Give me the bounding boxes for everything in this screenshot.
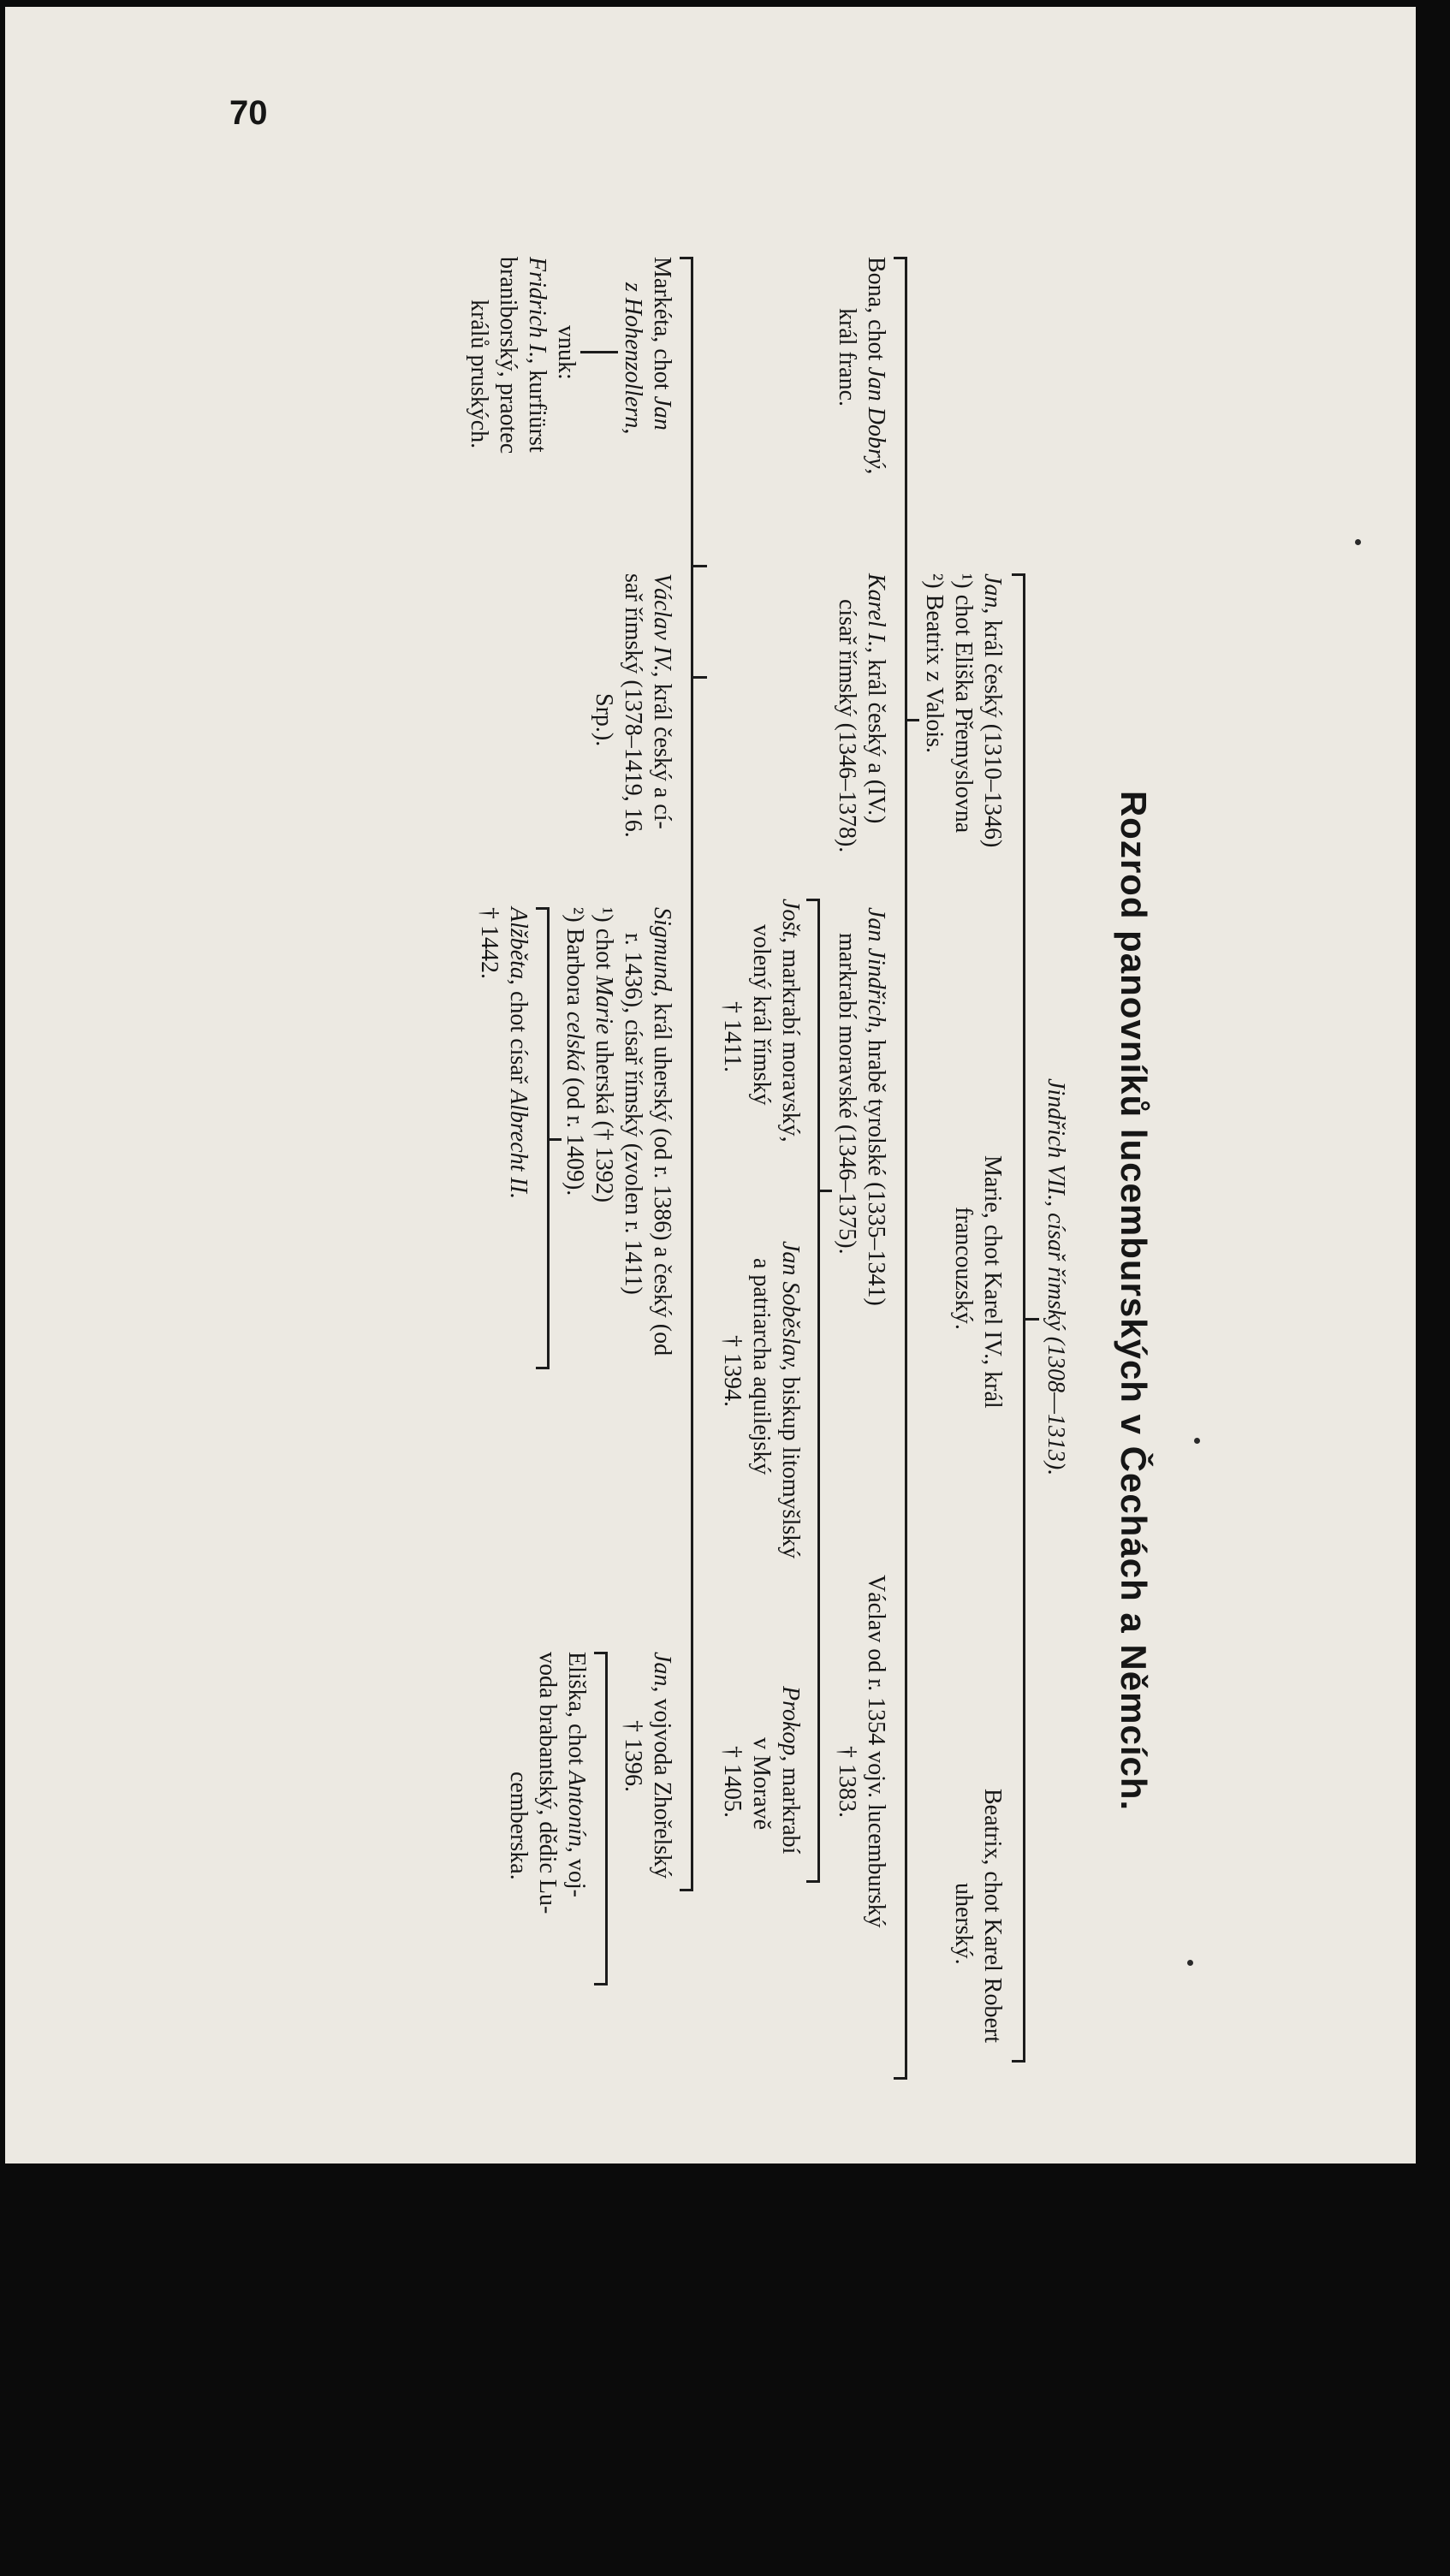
person-prokop: Prokop, markrabí	[777, 1686, 804, 1855]
person-vaclav-lucembursky: Václav od r. 1354 vojv. lucemburský	[863, 1575, 889, 1928]
bracket-gen2-stem	[907, 719, 919, 721]
person-sigmund: Sigmund, král uherský (od r. 1386) a český (od	[649, 907, 675, 1356]
bracket-gen2	[905, 257, 907, 2080]
root-person: Jindřich VII., císař římský (1308—1313).	[1043, 1078, 1069, 1476]
person-jan-zhorelsky-line2: † 1396.	[620, 1720, 646, 1792]
page-number: 70	[229, 94, 268, 132]
bracket-gen1-tick-left	[1012, 573, 1025, 576]
person-jan-jindrich: Jan Jindřich, hrabě tyrolské (1335–1341)	[863, 907, 889, 1306]
person-jan-sobeslav: Jan Soběslav, biskup litomyšlský	[777, 1241, 804, 1559]
scan-speck	[1187, 1960, 1193, 1966]
person-marie: Marie, chot Karel IV., král	[979, 1155, 1006, 1409]
person-vaclav-lucembursky-line2: † 1383.	[834, 1746, 860, 1818]
person-beatrix: Beatrix, chot Karel Robert	[979, 1789, 1006, 2044]
person-bona-line2: král franc.	[834, 308, 860, 407]
person-jan-sobeslav-line3: † 1394.	[719, 1335, 746, 1407]
bracket-karel-stem	[693, 676, 707, 679]
bracket-gen2-tick-right	[894, 2077, 907, 2080]
bracket-jan-jindrich-stem	[820, 1190, 832, 1192]
person-marketa-line2: z Hohenzollern,	[620, 282, 646, 435]
person-jost-line2: volený král římský	[748, 924, 775, 1106]
person-marketa: Markéta, chot Jan	[649, 257, 675, 430]
person-fridrich-line2: braniborský, praotec	[495, 257, 521, 454]
bracket-jan-zhorelsky-tick-left	[594, 1652, 608, 1654]
bracket-jan-zhorelsky-children	[605, 1652, 608, 1985]
genealogy-table	[0, 257, 1156, 2576]
descent-line-marketa	[580, 351, 618, 353]
person-karel-iv-line2: císař římský (1346–1378).	[834, 599, 860, 853]
bracket-gen1-tick-right	[1012, 2060, 1025, 2063]
scan-speck	[1355, 539, 1361, 545]
bracket-sigmund-tick-left	[536, 907, 550, 910]
person-sigmund-line2: r. 1436), císař římský (zvolen r. 1411)	[620, 933, 646, 1295]
person-karel-iv: Karel I., král český a (IV.)	[863, 573, 889, 824]
scan-speck	[1194, 1438, 1200, 1444]
person-vaclav-iv-line3: Srp.).	[591, 693, 617, 747]
person-sigmund-spouse-2: ²) Barbora celská (od r. 1409).	[562, 907, 588, 1196]
person-jan-krale-cesky: Jan, král český (1310–1346)	[979, 573, 1006, 848]
bracket-gen2-tick-left	[894, 257, 907, 259]
person-marketa-vnuk: vnuk:	[553, 325, 579, 380]
person-eliska-line3: cemberska.	[505, 1772, 532, 1880]
person-alzbeta-line2: † 1442.	[476, 907, 502, 979]
person-vaclav-iv: Václav IV., král český a cí-	[649, 573, 675, 829]
person-jan-jindrich-line2: markrabí moravské (1346–1375).	[834, 933, 860, 1255]
person-jan-sobeslav-line2: a patriarcha aquilejský	[748, 1258, 775, 1475]
jan-spouse-1: ¹) chot Eliška Přemyslovna	[950, 573, 977, 834]
person-eliska-line2: voda brabantský, dědic Lu-	[534, 1652, 561, 1914]
bracket-karel-tick-left	[680, 257, 693, 259]
bracket-karel-tick-right	[680, 1889, 693, 1891]
person-fridrich: Fridrich I., kurfiürst	[524, 257, 550, 453]
person-eliska: Eliška, chot Antonín, voj-	[563, 1652, 590, 1897]
bracket-jan-zhorelsky-tick-right	[594, 1983, 608, 1985]
bracket-sigmund-tick-right	[536, 1367, 550, 1369]
jan-spouse-2: ²) Beatrix z Valois.	[921, 573, 948, 754]
person-alzbeta: Alžběta, chot císař Albrecht II.	[505, 907, 532, 1200]
person-vaclav-iv-line2: sař římský (1378–1419, 16.	[620, 573, 646, 838]
person-marie-line2: francouzský.	[950, 1207, 977, 1330]
bracket-jan-jindrich-tick-right	[806, 1880, 820, 1883]
bracket-gen1-stem	[1025, 1318, 1039, 1321]
person-jan-zhorelsky: Jan, vojvoda Zhořelský	[649, 1652, 675, 1879]
person-fridrich-line3: králů pruských.	[466, 300, 492, 449]
person-sigmund-spouse-1: ¹) chot Marie uherská († 1392)	[591, 907, 617, 1203]
person-jost: Jošt, markrabí moravský,	[777, 899, 804, 1143]
person-beatrix-line2: uherský.	[950, 1883, 977, 1965]
scan-edge-right	[1416, 7, 1428, 2172]
bracket-jan-jindrich-sons	[817, 899, 820, 1883]
bracket-jan-jindrich-tick-left	[806, 899, 820, 901]
bracket-sigmund-stem	[550, 1138, 562, 1141]
person-prokop-line2: v Moravě	[748, 1737, 775, 1831]
page-title: Rozrod panovníků lucemburských v Čechách a Němcích.	[1114, 790, 1154, 1812]
bracket-karel-stem-b	[693, 565, 707, 567]
bracket-karel-children	[691, 257, 693, 1891]
person-jost-line3: † 1411.	[719, 1001, 746, 1072]
person-bona: Bona, chot Jan Dobrý,	[863, 257, 889, 475]
name-jan: Jan,	[979, 573, 1006, 614]
person-prokop-line3: † 1405.	[719, 1746, 746, 1818]
